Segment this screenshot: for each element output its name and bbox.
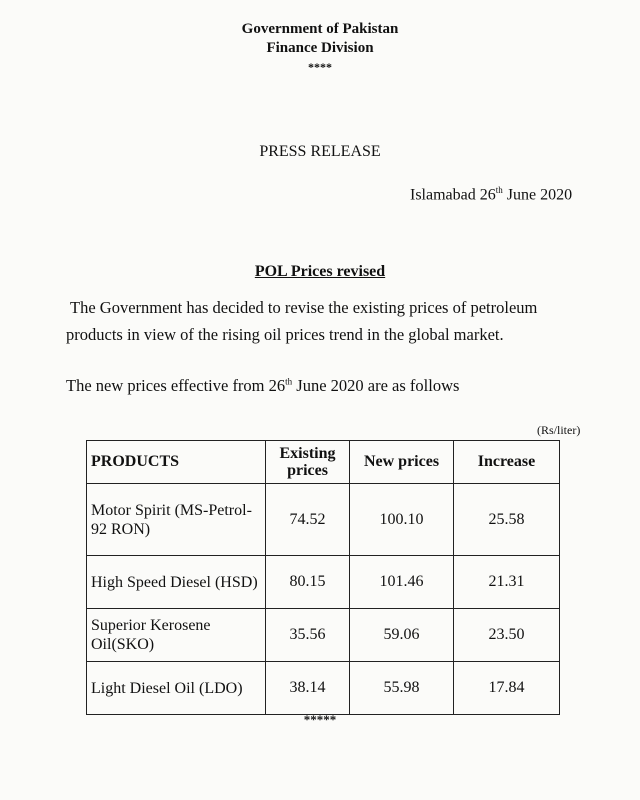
increase: 25.58 <box>454 484 560 556</box>
col-products: PRODUCTS <box>87 441 266 484</box>
place: Islamabad <box>410 186 476 204</box>
document-title: POL Prices revised <box>254 263 386 280</box>
existing-price: 74.52 <box>266 484 350 556</box>
new-price: 59.06 <box>350 609 454 662</box>
press-release-label: PRESS RELEASE <box>259 143 381 160</box>
paragraph-2 <box>66 376 459 396</box>
table-row <box>87 556 560 609</box>
new-price: 55.98 <box>350 662 454 715</box>
month-year: June 2020 <box>506 186 573 204</box>
day-suffix: th <box>495 185 503 195</box>
day: 26 <box>479 186 496 204</box>
unit-label: (Rs/liter) <box>537 423 581 437</box>
division-name: Finance Division <box>266 40 374 56</box>
col-increase: Increase <box>454 441 560 484</box>
product: Motor Spirit (MS-Petrol-92 RON) <box>87 484 266 556</box>
col-new: New prices <box>350 441 454 484</box>
existing-price: 38.14 <box>266 662 350 715</box>
product: High Speed Diesel (HSD) <box>87 556 266 609</box>
product: Light Diesel Oil (LDO) <box>87 662 266 715</box>
para2-suffix: th <box>285 376 293 387</box>
increase: 21.31 <box>454 556 560 609</box>
table-row <box>87 484 560 556</box>
dateline <box>410 185 572 204</box>
existing-price: 35.56 <box>266 609 350 662</box>
para2-after: June 2020 are as follows <box>292 376 460 395</box>
price-table <box>86 440 560 715</box>
col-existing: Existing prices <box>266 441 350 484</box>
table-row <box>87 662 560 715</box>
org-name: Government of Pakistan <box>241 21 399 37</box>
existing-price: 80.15 <box>266 556 350 609</box>
new-price: 100.10 <box>350 484 454 556</box>
table-header-row <box>87 441 560 484</box>
header-stars: **** <box>308 60 332 74</box>
new-price: 101.46 <box>350 556 454 609</box>
para2-before: The new prices effective from 26 <box>66 376 286 395</box>
footer-stars: ***** <box>303 712 337 727</box>
table-row <box>87 609 560 662</box>
letterhead <box>0 20 640 77</box>
product: Superior Kerosene Oil(SKO) <box>87 609 266 662</box>
paragraph-1: The Government has decided to revise the existing prices of petroleum products in view of the rising oil prices trend in the global market. <box>66 298 538 344</box>
increase: 23.50 <box>454 609 560 662</box>
increase: 17.84 <box>454 662 560 715</box>
